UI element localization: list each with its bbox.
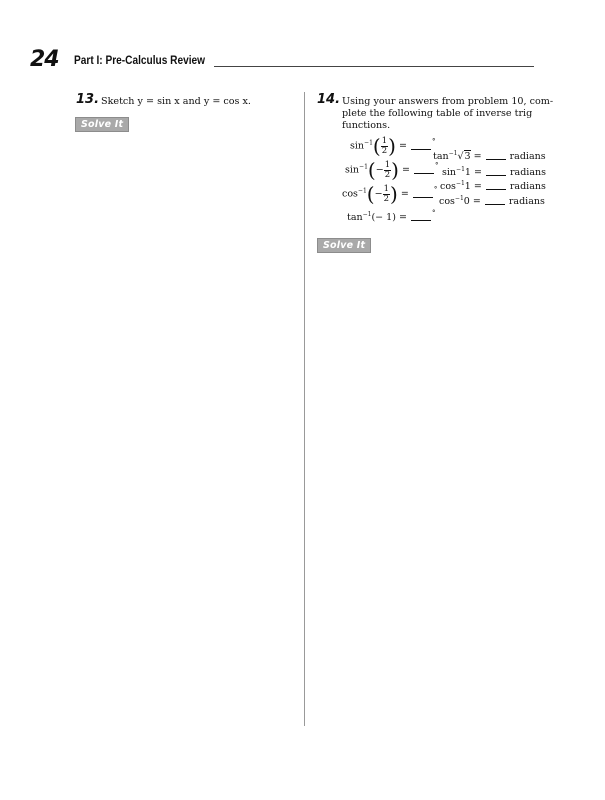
problem-14-text-line2: plete the following table of inverse trig: [342, 108, 533, 119]
page-number: 24: [30, 47, 59, 72]
problem-13-text: Sketch y = sin x and y = cos x.: [101, 96, 251, 107]
part-title: Part I: Pre-Calculus Review: [74, 55, 206, 67]
answer-blank[interactable]: [414, 165, 434, 174]
answer-blank[interactable]: [486, 151, 506, 160]
problem-13-number: 13.: [76, 92, 100, 107]
solve-it-badge-13: Solve It: [75, 117, 129, 132]
solve-it-badge-14: Solve It: [317, 238, 371, 253]
column-divider: [304, 92, 305, 726]
equation-arcsin-one: $\sin^{-1}1$ = radians: [442, 166, 546, 178]
equation-arccos-zero: $\cos^{-1}0$ = radians: [439, 195, 545, 207]
answer-blank[interactable]: [485, 196, 505, 205]
problem-14-number: 14.: [317, 92, 341, 107]
equation-arcsin-neg-half: $\sin^{-1}(-$ $\frac{1}{2}$ ) = °: [345, 158, 439, 182]
answer-blank[interactable]: [413, 189, 433, 198]
answer-blank[interactable]: [486, 181, 506, 190]
equation-arctan-neg-one: $\tan^{-1}(- 1) = ^\circ$: [347, 209, 436, 223]
problem-14-text-line1: Using your answers from problem 10, com-: [342, 96, 554, 107]
answer-blank[interactable]: [486, 167, 506, 176]
answer-blank[interactable]: [411, 212, 431, 221]
equation-arctan-sqrt3: $\tan^{-1}√3$ = radians: [433, 150, 546, 162]
answer-blank[interactable]: [411, 141, 431, 150]
equation-arcsin-half: $\sin^{-1}$( $\frac{1}{2}$ ) = °: [350, 134, 436, 158]
equation-arccos-one: $\cos^{-1}1$ = radians: [440, 180, 546, 192]
equation-arccos-neg-half: $\cos^{-1}(-$ $\frac{1}{2}$ ) = °: [342, 182, 438, 206]
problem-14-text-line3: functions.: [342, 120, 391, 131]
header-rule: [214, 66, 534, 67]
